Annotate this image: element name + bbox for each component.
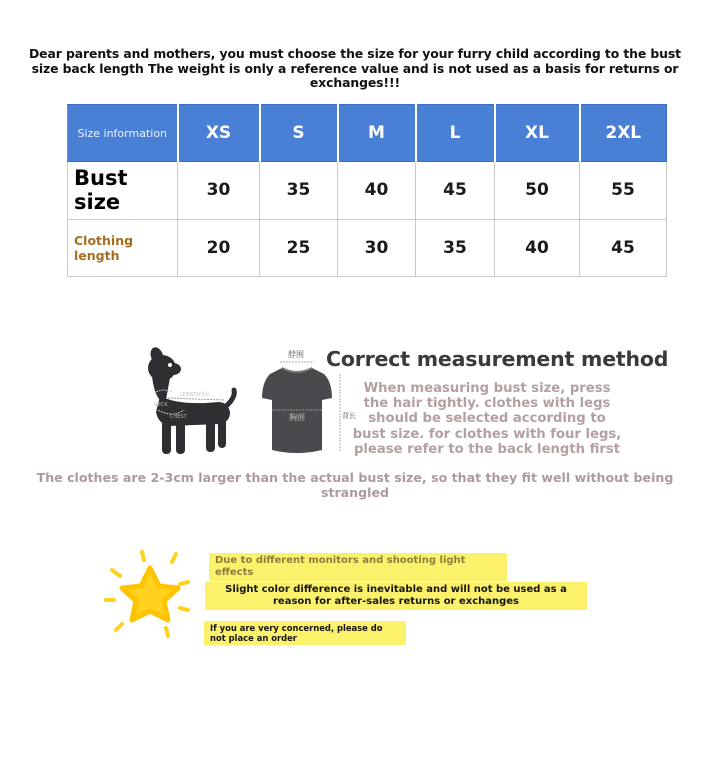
size-header-s: S — [260, 105, 338, 162]
disclaimer-line-1: Due to different monitors and shooting light effects — [209, 553, 507, 581]
dog-neck-label: NECK — [154, 402, 168, 408]
size-header-2xl: 2XL — [580, 105, 667, 162]
table-cell: 45 — [416, 162, 495, 220]
size-header-xs: XS — [178, 105, 260, 162]
size-notice: Dear parents and mothers, you must choose the size for your furry child according to the bust size back length The weight is only a reference value and is not used as a basis for returns or exchanges!!! — [29, 46, 681, 90]
table-cell: 55 — [580, 162, 667, 220]
table-cell: 35 — [416, 219, 495, 277]
star-icon — [100, 548, 200, 644]
table-cell: 25 — [260, 219, 338, 277]
table-cell: 20 — [178, 219, 260, 277]
table-row-clothing-length — [68, 219, 667, 277]
size-header-m: M — [338, 105, 416, 162]
disclaimer-line-3: If you are very concerned, please do not place an order — [204, 621, 406, 645]
size-information-header: Size information — [68, 105, 178, 162]
back-length-label: 背长 — [342, 412, 356, 420]
size-header-row — [68, 105, 667, 162]
dog-measurement-illustration — [140, 346, 240, 458]
chest-measure-label: 胸围 — [289, 413, 305, 422]
dog-length-label: LENGTH背长 — [180, 392, 211, 398]
table-cell: 40 — [495, 219, 580, 277]
measurement-method-title: Correct measurement method — [326, 347, 669, 371]
table-cell: 35 — [260, 162, 338, 220]
table-cell: 30 — [178, 162, 260, 220]
measurement-method-description: When measuring bust size, press the hair tightly. clothes with legs should be selected according to bust size. for clothes with four legs, please refer to the back length first — [352, 381, 622, 457]
size-header-l: L — [416, 105, 495, 162]
disclaimer-line-2: Slight color difference is inevitable and will not be used as a reason for after-sales returns or exchanges — [205, 582, 587, 610]
dog-chest-label: CHEST — [170, 414, 187, 420]
size-header-xl: XL — [495, 105, 580, 162]
table-cell: 50 — [495, 162, 580, 220]
table-row-bust-size — [68, 162, 667, 220]
neck-measure-label: 脖围 — [288, 350, 304, 359]
row-label-bust-size: Bust size — [68, 162, 178, 220]
row-label-clothing-length: Clothing length — [68, 219, 178, 277]
table-cell: 45 — [580, 219, 667, 277]
fit-note: The clothes are 2-3cm larger than the actual bust size, so that they fit well without being strangled — [36, 470, 674, 500]
size-chart-table — [67, 104, 667, 277]
table-cell: 40 — [338, 162, 416, 220]
table-cell: 30 — [338, 219, 416, 277]
dog-eye-icon — [168, 363, 172, 367]
